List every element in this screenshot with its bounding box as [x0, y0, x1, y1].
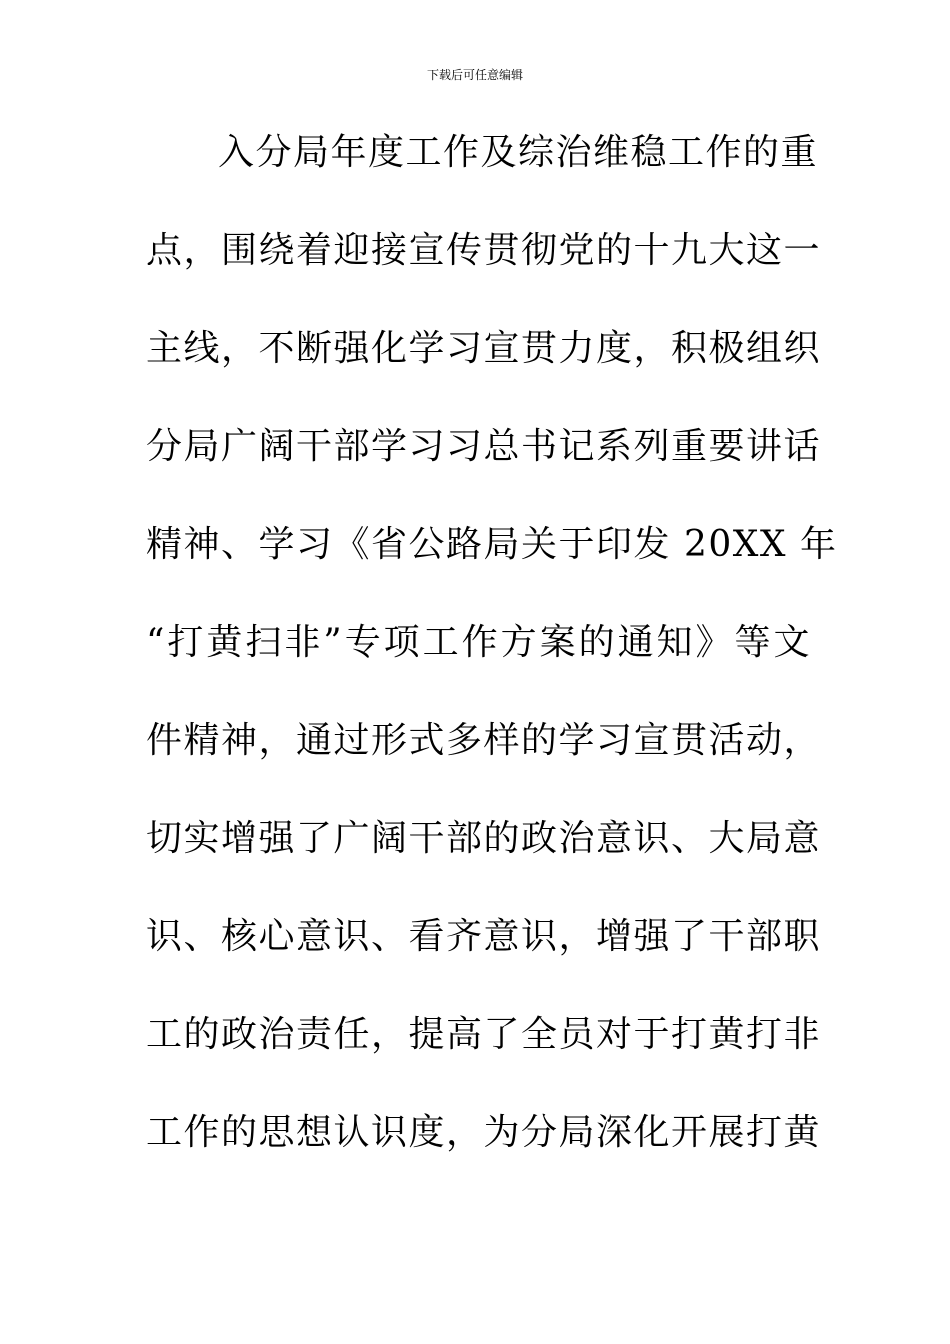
body-paragraph	[146, 122, 838, 1200]
paragraph-line: 件精神，通过形式多样的学习宣贯活动，	[146, 720, 822, 761]
paragraph-line: 精神、学习《省公路局关于印发 20XX 年	[146, 524, 838, 565]
paragraph-line: 识、核心意识、看齐意识，增强了干部职	[146, 916, 822, 957]
paragraph-line: 工作的思想认识度，为分局深化开展打黄	[146, 1112, 822, 1153]
paragraph-line: 主线，不断强化学习宣贯力度，积极组织	[146, 328, 822, 369]
paragraph-line: 切实增强了广阔干部的政治意识、大局意	[146, 818, 822, 859]
paragraph-line: 分局广阔干部学习习总书记系列重要讲话	[146, 426, 822, 467]
page-header-note: 下载后可任意编辑	[426, 68, 523, 82]
paragraph-line: “打黄扫非”专项工作方案的通知》等文	[146, 622, 811, 663]
paragraph-line: 入分局年度工作及综治维稳工作的重	[218, 132, 819, 173]
paragraph-line: 工的政治责任，提高了全员对于打黄打非	[146, 1014, 822, 1055]
paragraph-line: 点，围绕着迎接宣传贯彻党的十九大这一	[146, 230, 822, 271]
